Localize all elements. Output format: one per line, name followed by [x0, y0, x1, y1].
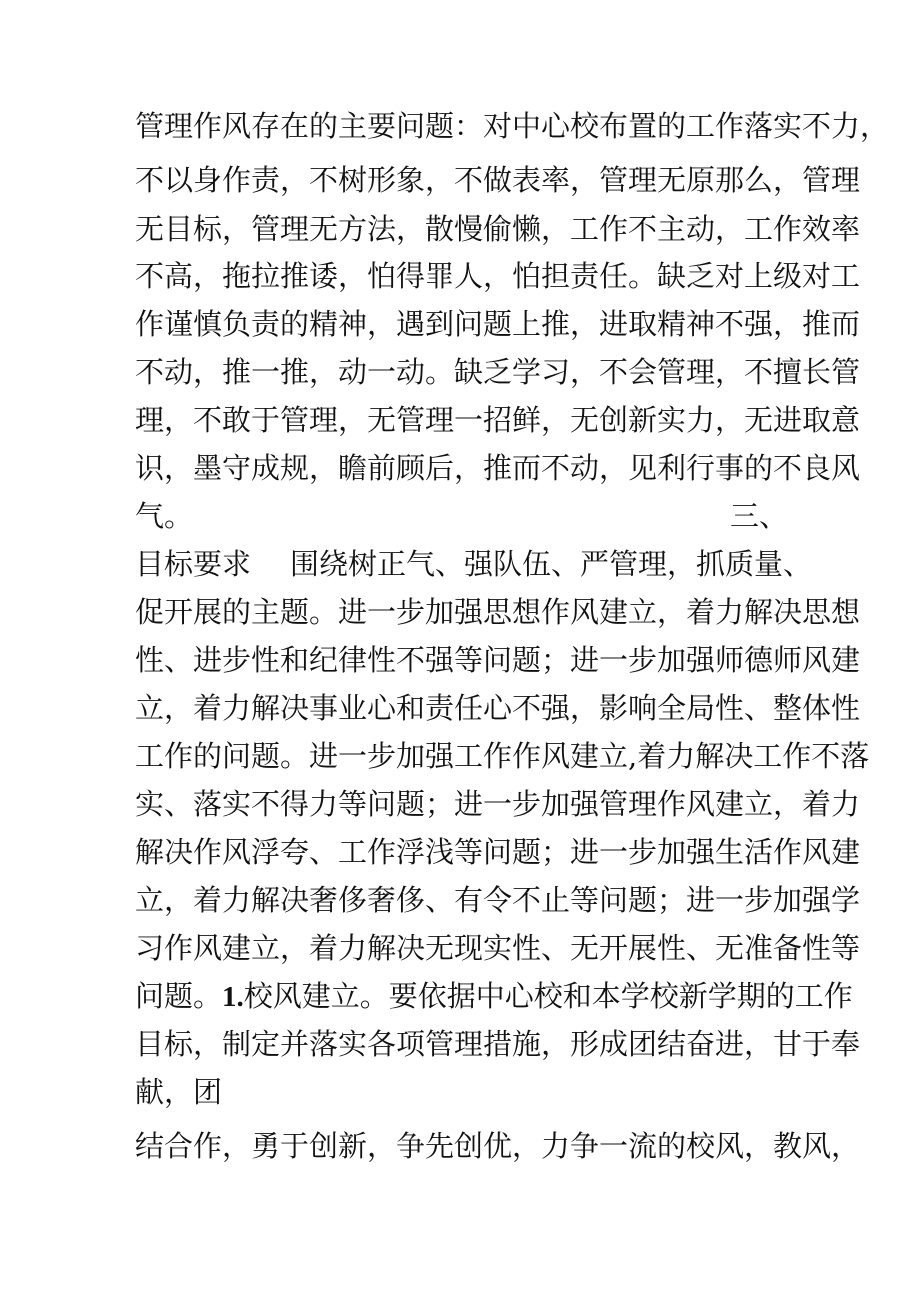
- text-line: 气。: [135, 499, 194, 533]
- text-line: 献，团: [135, 1075, 223, 1109]
- item-number: 1.: [222, 981, 244, 1013]
- text-line: 不高，拖拉推诿，怕得罪人，怕担责任。缺乏对上级对工: [135, 259, 861, 293]
- text-line: 管理作风存在的主要问题：对中心校布置的工作落实不力，: [135, 109, 890, 143]
- text-line: 围绕树正气、强队伍、严管理，抓质量、: [290, 547, 813, 581]
- text-line: 目标，制定并落实各项管理措施，形成团结奋进，甘于奉: [135, 1027, 861, 1061]
- text-run: 问题。: [135, 979, 223, 1013]
- section-heading: 目标要求: [135, 547, 252, 581]
- text-line: 结合作，勇于创新，争先创优，力争一流的校风，教风，: [135, 1129, 861, 1163]
- text-line: 工作的问题。进一步加强工作作风建立,着力解决工作不落: [135, 739, 870, 773]
- text-line: 立，着力解决奢侈奢侈、有令不止等问题；进一步加强学: [135, 883, 861, 917]
- text-line: 促开展的主题。进一步加强思想作风建立，着力解决思想: [135, 595, 861, 629]
- text-line: 习作风建立，着力解决无现实性、无开展性、无准备性等: [135, 931, 861, 965]
- text-line: 立，着力解决事业心和责任心不强，影响全局性、整体性: [135, 691, 861, 725]
- text-line: 解决作风浮夸、工作浮浅等问题；进一步加强生活作风建: [135, 835, 861, 869]
- text-line: [135, 978, 853, 1014]
- text-line: 不以身作责，不树形象，不做表率，管理无原那么，管理: [135, 163, 861, 197]
- text-line: 不动，推一推，动一动。缺乏学习，不会管理，不擅长管: [135, 355, 861, 389]
- text-line: 作谨慎负责的精神，遇到问题上推，进取精神不强，推而: [135, 307, 861, 341]
- text-line: 无目标，管理无方法，散慢偷懒，工作不主动，工作效率: [135, 212, 861, 246]
- text-line: 性、进步性和纪律性不强等问题；进一步加强师德师风建: [135, 643, 861, 677]
- section-number: 三、: [730, 499, 789, 533]
- text-line: 理，不敢于管理，无管理一招鲜，无创新实力，无进取意: [135, 403, 861, 437]
- text-line: 实、落实不得力等问题；进一步加强管理作风建立，着力: [135, 787, 861, 821]
- text-run: 校风建立。要依据中心校和本学校新学期的工作: [243, 979, 853, 1013]
- text-line: 识，墨守成规，瞻前顾后，推而不动，见利行事的不良风: [135, 451, 861, 485]
